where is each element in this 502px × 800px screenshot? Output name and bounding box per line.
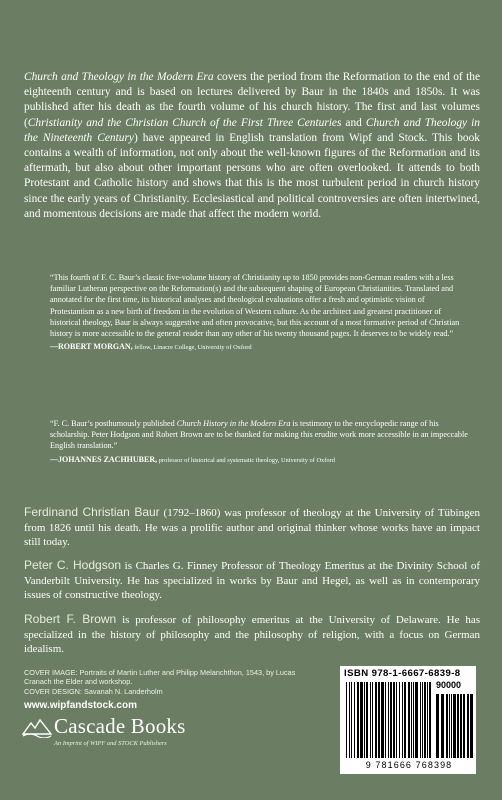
endorsement-text-post: is testimony to the encyclopedic range of his scholarship. Peter Hodgson and Robert Brown are to be thanked for making this erudite work more accessible in an impeccable English translation.” xyxy=(50,419,468,451)
price-code: 90000 xyxy=(436,680,462,690)
publisher-subtitle: An Imprint of WIPF and STOCK Publishers xyxy=(54,740,167,747)
isbn-number: ISBN 978-1-6667-6839-8 xyxy=(344,668,461,679)
publisher-logo xyxy=(22,714,242,752)
endorsement-text: “This fourth of F. C. Baur’s classic five-volume history of Christianity up to 1850 provides non-German readers with a less familiar Lutheran perspective on the Reformation(s) and the subsequent shaping of European Christianities. Translated and annotated for the first time, its historical analyses and theological evaluations offer a fresh and optimistic vision of Protestantism as a new birth of freedom in the evolution of Western culture. As the architect and greatest practitioner of historical theology, Baur is always suggestive and often provocative, but this account of a most formative period of Christian history is more accessible to the general reader than any other of his twenty thousand pages. It deserves to be widely read.” xyxy=(50,273,460,339)
isbn-barcode xyxy=(340,666,476,774)
endorser-affiliation: fellow, Linacre College, University of Oxford xyxy=(132,344,252,352)
translator-name: Peter C. Hodgson xyxy=(24,558,122,572)
author-bio-baur xyxy=(24,505,480,550)
endorsement-text-pre: “F. C. Baur’s posthumously published xyxy=(50,419,177,428)
publisher-url[interactable]: www.wipfandstock.com xyxy=(24,700,137,711)
book-description xyxy=(24,70,480,222)
endorsement-attribution xyxy=(50,454,470,466)
translator-bio-text: is Charles G. Finney Professor of Theology Emeritus at the Divinity School of Vanderbilt University. He has specialized in works by Baur and Hegel, as well as in contemporary issues of constructive theology. xyxy=(24,560,480,602)
cover-design-credit xyxy=(24,687,314,696)
translator-bio-brown xyxy=(24,612,480,657)
description-text-1: covers the period from the Reformation to the end of the eighteenth century and is based on lectures delivered by Baur in the 1840s and 1850s. It was published after his death as the fourth volume of his church history. The first and last volumes ( xyxy=(24,71,480,129)
barcode-bars-icon xyxy=(340,680,476,762)
description-volume-1-title: Christianity and the Christian Church of the First Three Centuries xyxy=(27,116,342,129)
cover-image-label: COVER IMAGE: xyxy=(24,668,78,677)
ean-number: 9 781666 768398 xyxy=(365,760,453,770)
endorsement-morgan xyxy=(50,272,470,353)
description-and: and xyxy=(341,116,366,129)
cover-image-credit xyxy=(24,668,314,687)
description-text-2: ) have appeared in English translation from Wipf and Stock. This book contains a wealth of information, not only about the well-known figures of the Reformation and its aftermath, but also about other important persons who are often overlooked. It attends to both Protestant and Catholic history and shows that this is the most turbulent period in church history since the early years of Christianity. Ecclesiastical and political controversies are often intertwined, and momentous decisions are made that affect the modern world. xyxy=(24,131,480,220)
author-name: Ferdinand Christian Baur xyxy=(24,505,160,519)
endorsement-text xyxy=(50,418,470,452)
cover-design-text: Savanah N. Landerholm xyxy=(81,686,163,696)
description-book-title: Church and Theology in the Modern Era xyxy=(24,71,214,83)
mountain-logo-icon xyxy=(22,716,52,738)
publisher-name: Cascade Books xyxy=(54,714,186,738)
endorser-name: —JOHANNES ZACHHUBER, xyxy=(50,454,158,464)
cover-image-text: Portraits of Martin Luther and Philipp Melanchthon, 1543, by Lucas Cranach the Elder and workshop. xyxy=(24,668,296,687)
translator-bio-text: is professor of philosophy emeritus at the University of Delaware. He has specialized in the history of philosophy and the philosophy of religion, with a focus on German idealism. xyxy=(24,614,480,656)
cover-design-label: COVER DESIGN: xyxy=(24,686,82,696)
endorser-name: —ROBERT MORGAN, xyxy=(50,342,133,352)
endorsement-attribution xyxy=(50,341,470,353)
author-bio-text: (1792–1860) was professor of theology at the University of Tübingen from 1826 until his death. He was a prolific author and original thinker whose works have an impact still today. xyxy=(24,507,480,549)
endorsement-book-title: Church History in the Modern Era xyxy=(176,419,291,428)
description-volume-5-title: Church and Theology in the Nineteenth Century xyxy=(24,116,480,144)
cover-credits xyxy=(24,668,314,696)
endorsement-zachhuber xyxy=(50,418,470,466)
translator-bio-hodgson xyxy=(24,558,480,603)
translator-name: Robert F. Brown xyxy=(24,612,117,626)
endorser-affiliation: professor of historical and systematic theology, University of Oxford xyxy=(157,456,335,464)
